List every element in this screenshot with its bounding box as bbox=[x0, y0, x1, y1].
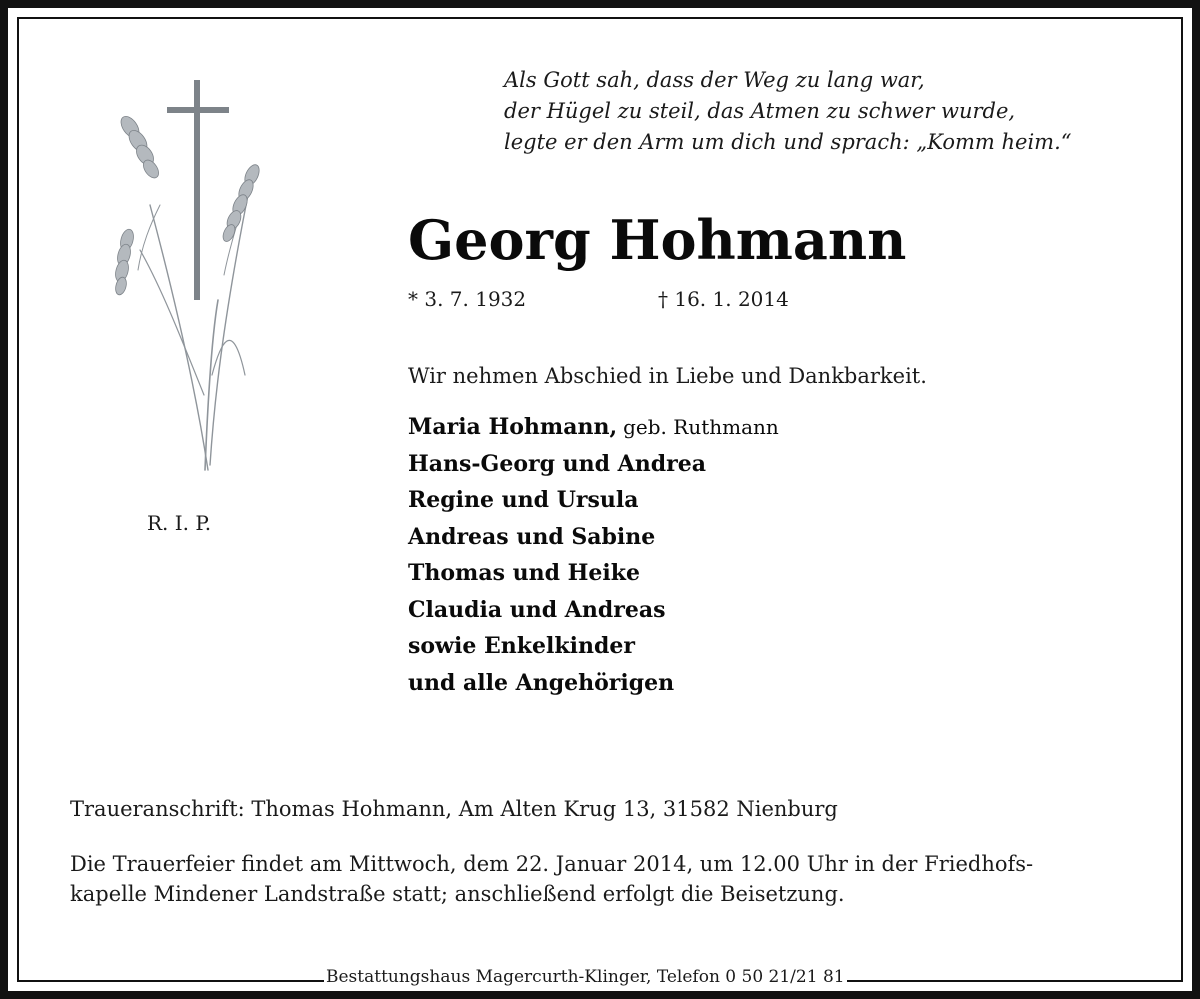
mourner-item: und alle Angehörigen bbox=[408, 669, 675, 696]
mourner-item: Andreas und Sabine bbox=[408, 523, 656, 550]
mourner-item: Hans-Georg und Andrea bbox=[408, 450, 706, 477]
mourner-item bbox=[408, 409, 779, 446]
verse-line: Als Gott sah, dass der Weg zu lang war, bbox=[504, 68, 925, 92]
verse-line: der Hügel zu steil, das Atmen zu schwer wurde, bbox=[504, 99, 1016, 123]
mourner-name: Maria Hohmann, bbox=[408, 414, 618, 440]
verse-line: legte er den Arm um dich und sprach: „Komm heim.“ bbox=[504, 130, 1072, 154]
rip-inscription: R. I. P. bbox=[147, 511, 212, 535]
farewell-text: Wir nehmen Abschied in Liebe und Dankbarkeit. bbox=[408, 364, 927, 388]
deceased-name: Georg Hohmann bbox=[408, 208, 907, 272]
mourners-list bbox=[408, 409, 779, 701]
birth-date: * 3. 7. 1932 bbox=[408, 287, 527, 311]
mourner-item: Claudia und Andreas bbox=[408, 596, 666, 623]
cross-with-wheat-icon bbox=[100, 75, 270, 475]
funeral-home-footer: Bestattungshaus Magercurth-Klinger, Telefon 0 50 21/21 81 bbox=[326, 967, 845, 987]
mourner-item: Regine und Ursula bbox=[408, 487, 639, 513]
ceremony-line: Die Trauerfeier findet am Mittwoch, dem 22. Januar 2014, um 12.00 Uhr in der Friedhofs- bbox=[70, 852, 1034, 876]
funeral-ceremony-text bbox=[70, 849, 1033, 909]
death-date: † 16. 1. 2014 bbox=[658, 287, 789, 311]
maiden-name: geb. Ruthmann bbox=[623, 415, 779, 439]
mourning-address: Traueranschrift: Thomas Hohmann, Am Alten Krug 13, 31582 Nienburg bbox=[70, 797, 838, 821]
memorial-verse bbox=[504, 65, 1072, 158]
ceremony-line: kapelle Mindener Landstraße statt; anschließend erfolgt die Beisetzung. bbox=[70, 882, 845, 906]
mourner-item: Thomas und Heike bbox=[408, 560, 641, 586]
mourner-item: sowie Enkelkinder bbox=[408, 633, 635, 659]
